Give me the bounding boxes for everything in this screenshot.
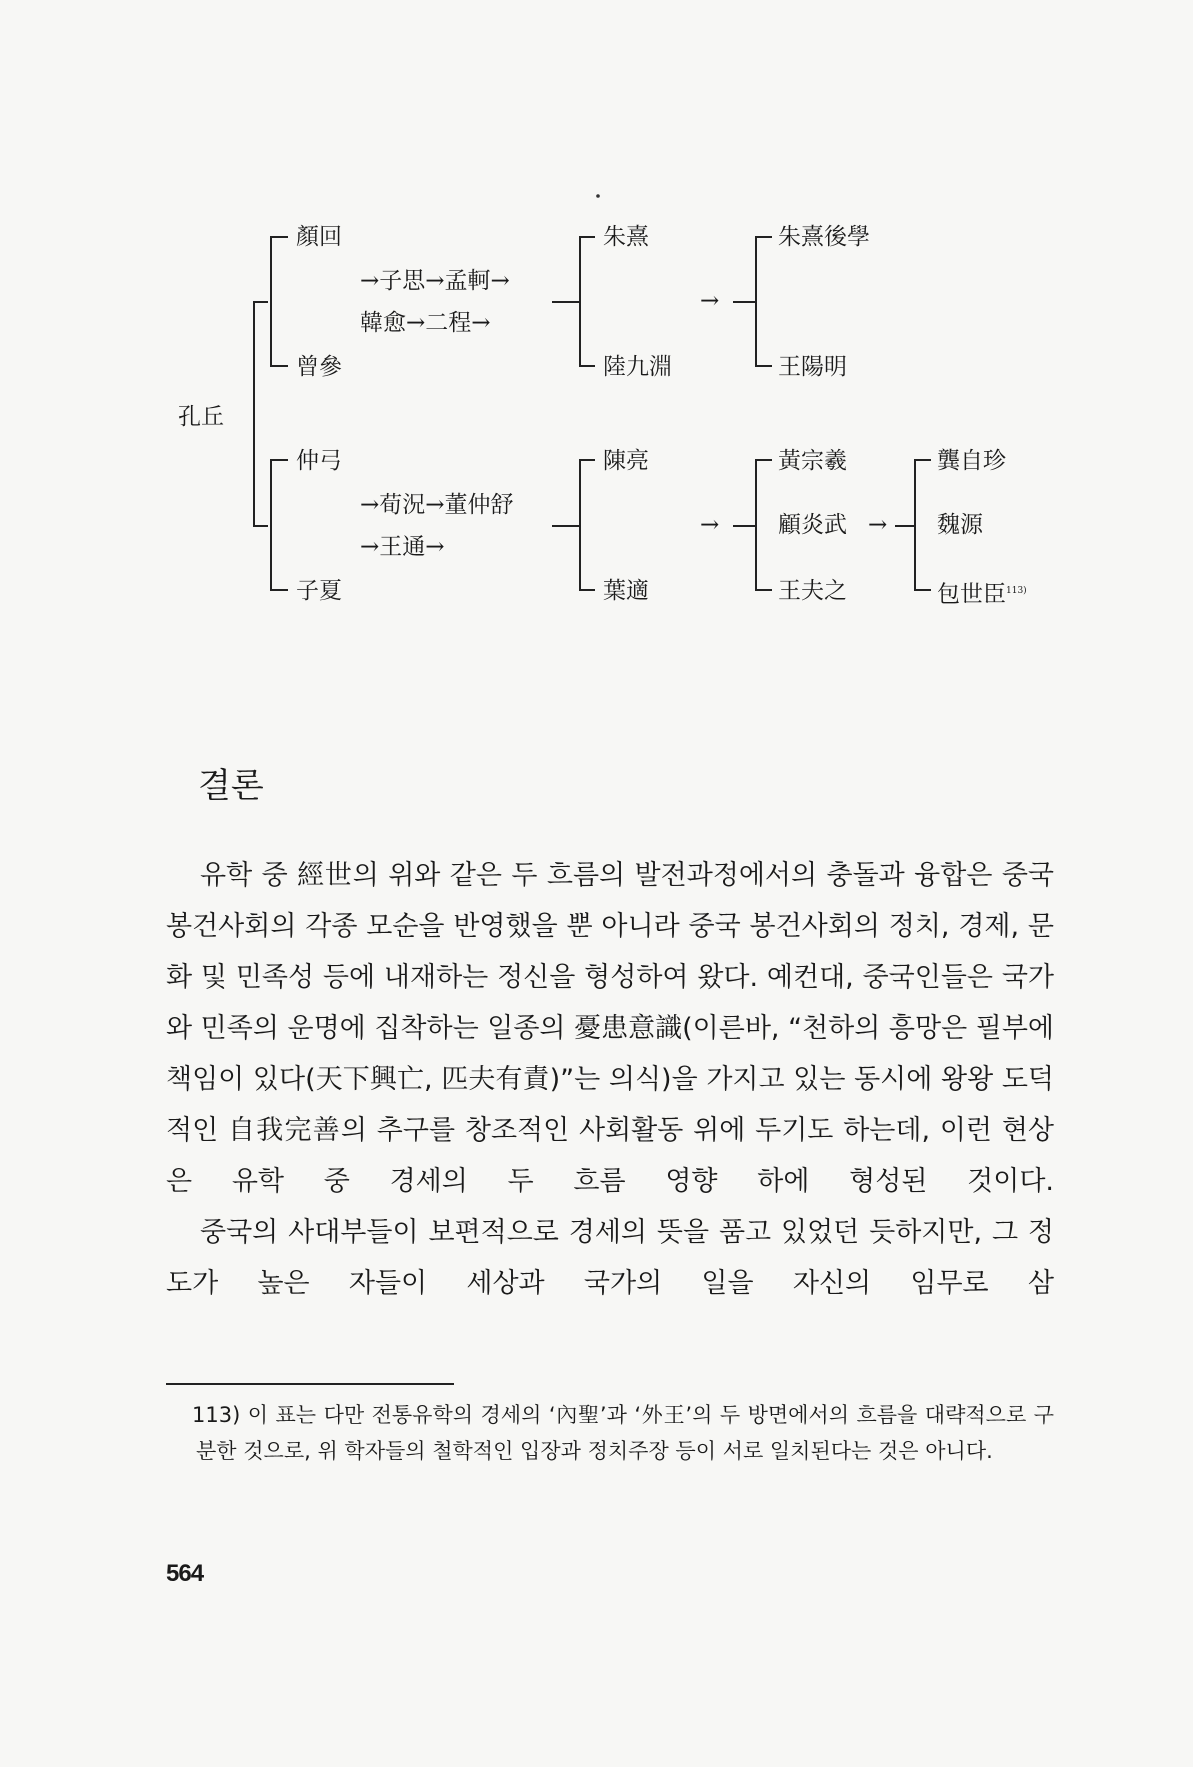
school-node: 朱熹 (603, 224, 649, 250)
paragraph: 중국의 사대부들이 보편적으로 경세의 뜻을 품고 있었던 듯하지만, 그 정도가 높은 자들이 세상과 국가의 일을 자신의 임무로 삼 (166, 1217, 1054, 1299)
disciple-node: 子夏 (296, 578, 342, 604)
school-node: 陳亮 (603, 448, 649, 474)
school-node: 葉適 (603, 578, 649, 604)
lower-school-c-bracket (915, 460, 931, 590)
footnote (192, 1397, 1054, 1469)
school-node: 魏源 (937, 512, 983, 538)
school-node: 顧炎武 (778, 512, 847, 538)
lineage-chain: 韓愈→二程→ (360, 310, 491, 336)
upper-school-b-bracket (756, 237, 772, 366)
lineage-chain: →荀況→董仲舒 (360, 492, 514, 518)
lineage-connectors (0, 0, 1193, 640)
school-node: 龔自珍 (937, 448, 1006, 474)
lineage-chain: →子思→孟軻→ (360, 268, 510, 294)
school-node: 朱熹後學 (778, 224, 870, 250)
school-node: 王陽明 (778, 354, 847, 380)
school-node: 陸九淵 (603, 354, 672, 380)
body-text (166, 850, 1054, 1309)
lower-school-a-bracket (580, 460, 595, 590)
school-node-label: 包世臣 (937, 581, 1006, 608)
footnote-divider (166, 1383, 454, 1385)
arrow: → (700, 288, 720, 314)
school-node (937, 578, 1027, 608)
lower-disciples-bracket (271, 460, 288, 590)
footnote-number: 113) (192, 1403, 241, 1427)
disciple-node: 顏回 (296, 224, 342, 250)
upper-disciples-bracket (271, 237, 288, 366)
disciple-node: 仲弓 (296, 448, 342, 474)
disciple-node: 曾參 (296, 354, 342, 380)
lineage-chain: →王通→ (360, 534, 445, 560)
arrow: → (868, 512, 888, 538)
paragraph: 유학 중 經世의 위와 같은 두 흐름의 발전과정에서의 충돌과 융합은 중국 봉건사회의 각종 모순을 반영했을 뿐 아니라 중국 봉건사회의 정치, 경제, 문화 및 민족성 등에 내재하는 정신을 형성하여 왔다. 예컨대, 중국인들은 국가와 민족의 운명에 집착하는 일종의 憂患意識(이른바, “천하의 흥망은 필부에 책임이 있다(天下興亡, 匹夫有責)”는 의식)을 가지고 있는 동시에 왕왕 도덕적인 自我完善의 추구를 창조적인 사회활동 위에 두기도 하는데, 이런 현상은 유학 중 경세의 두 흐름 영향 하에 형성된 것이다. (166, 860, 1054, 1197)
section-title: 결론 (198, 766, 264, 806)
footnote-text: 이 표는 다만 전통유학의 경세의 ‘內聖’과 ‘外王’의 두 방면에서의 흐름을 대략적으로 구분한 것으로, 위 학자들의 철학적인 입장과 정치주장 등이 서로 일치된다는 것은 아니다. (196, 1403, 1054, 1463)
root-node: 孔丘 (178, 404, 224, 430)
root-bracket (254, 302, 268, 526)
lower-school-b-bracket (756, 460, 772, 590)
school-node: 黃宗羲 (778, 448, 847, 474)
page-number: 564 (166, 1560, 204, 1587)
footnote-ref: 113) (1006, 586, 1027, 596)
arrow: → (700, 512, 720, 538)
school-node: 王夫之 (778, 578, 847, 604)
upper-school-a-bracket (580, 237, 595, 366)
lineage-diagram (0, 0, 1193, 640)
